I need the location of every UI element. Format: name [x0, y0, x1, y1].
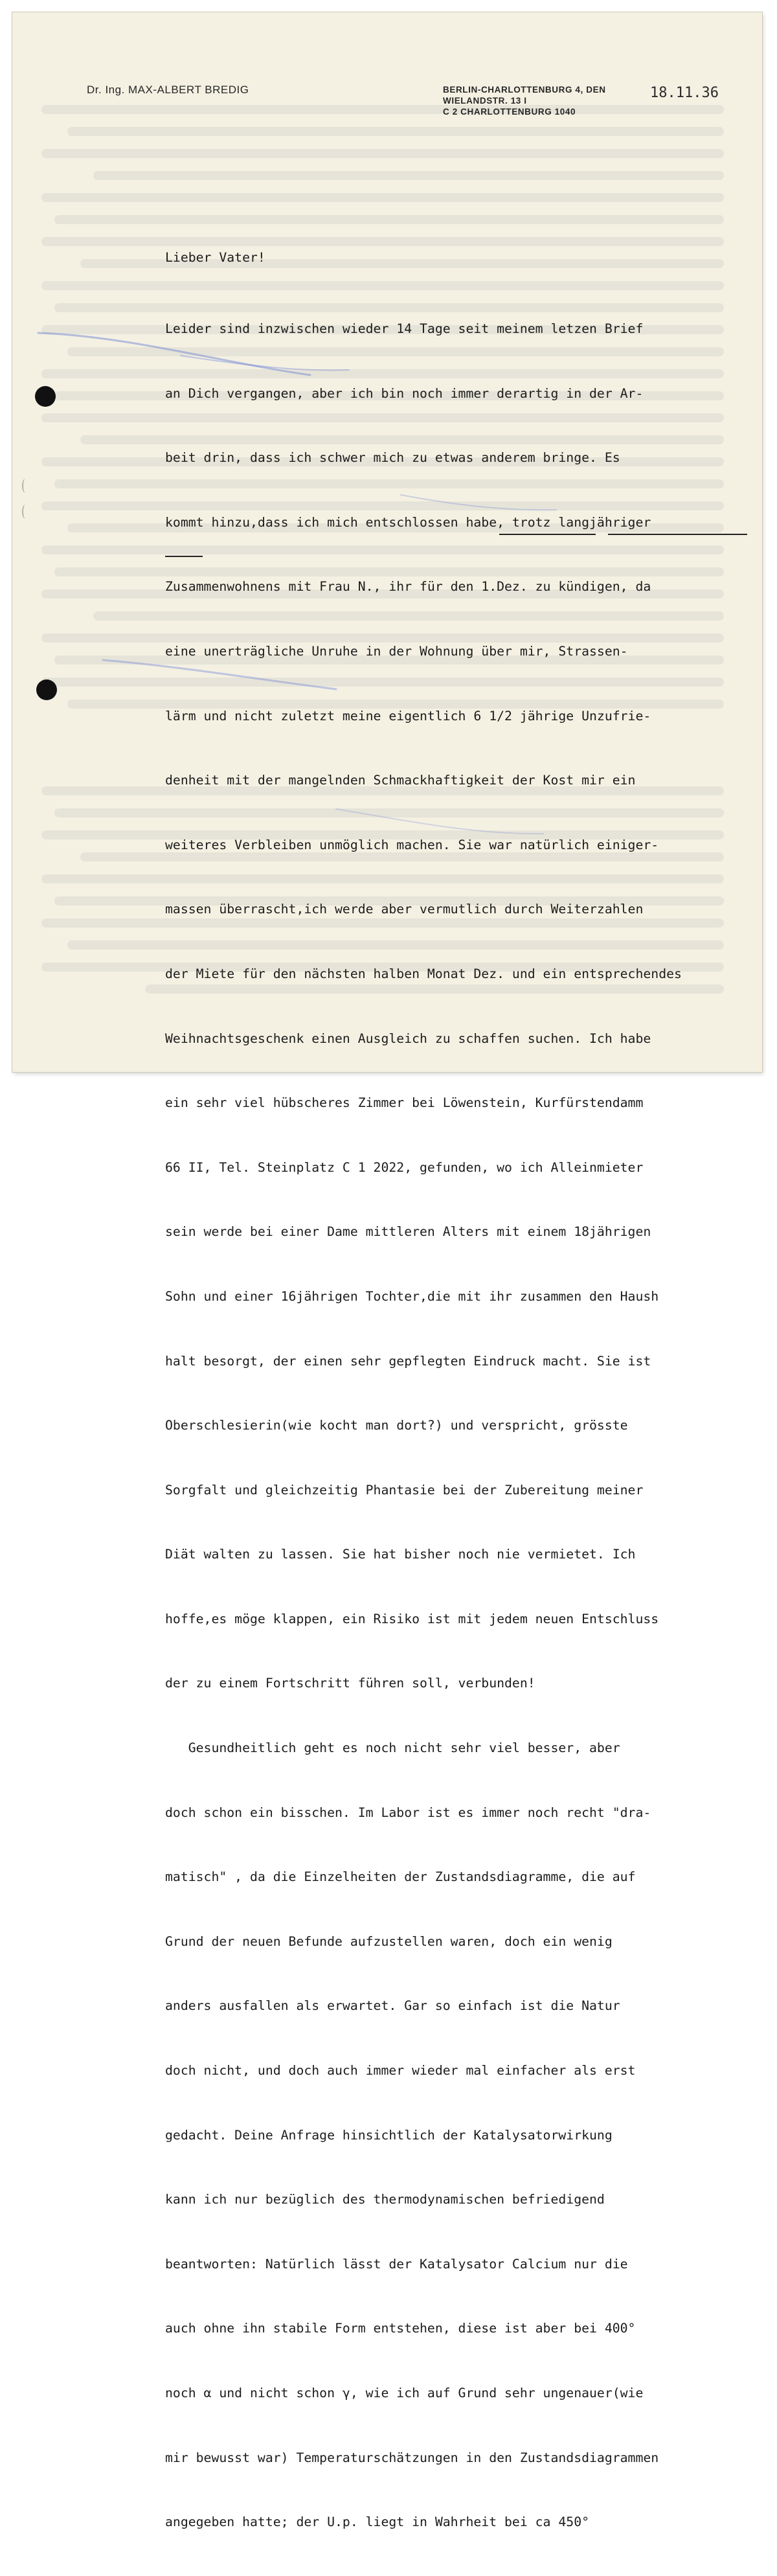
punch-hole-upper: [35, 386, 56, 407]
address-line-phone: C 2 CHARLOTTENBURG 1040: [443, 107, 576, 117]
letter-line: denheit mit der mangelnden Schmackhaftigkeit der Kost mir ein: [165, 773, 636, 788]
letter-date: 18.11.36: [650, 85, 719, 101]
letter-body: [165, 204, 761, 2576]
letter-line: kann ich nur bezüglich des thermodynamischen befriedigend: [165, 2192, 605, 2207]
letter-line: halt besorgt, der einen sehr gepflegten Eindruck macht. Sie ist: [165, 1353, 651, 1369]
letterhead-sender: Dr. Ing. MAX-ALBERT BREDIG: [87, 84, 249, 96]
letter-line: Grund der neuen Befunde aufzustellen waren, doch ein wenig: [165, 1933, 613, 1949]
letter-line: Sohn und einer 16jährigen Tochter,die mit ihr zusammen den Haush: [165, 1288, 659, 1304]
letter-page: [12, 12, 762, 2530]
letter-line: hoffe,es möge klappen, ein Risiko ist mit jedem neuen Entschluss: [165, 1611, 659, 1626]
letter-line: der zu einem Fortschritt führen soll, verbunden!: [165, 1676, 535, 1691]
letter-line: der Miete für den nächsten halben Monat Dez. und ein entsprechendes: [165, 966, 682, 981]
letter-line: massen überrascht,ich werde aber vermutlich durch Weiterzahlen: [165, 902, 644, 917]
letter-line: beantworten: Natürlich lässt der Katalysator Calcium nur die: [165, 2256, 628, 2272]
letter-line: Weihnachtsgeschenk einen Ausgleich zu schaffen suchen. Ich habe: [165, 1031, 651, 1046]
letter-line: weiteres Verbleiben unmöglich machen. Sie war natürlich einiger-: [165, 837, 659, 852]
letter-line: eine unerträgliche Unruhe in der Wohnung über mir, Strassen-: [165, 643, 628, 659]
punch-hole-lower: [36, 679, 57, 700]
margin-mark: [22, 479, 28, 493]
letter-line: ein sehr viel hübscheres Zimmer bei Löwenstein, Kurfürstendamm: [165, 1095, 644, 1111]
letter-line: lärm und nicht zuletzt meine eigentlich 6 1/2 jährige Unzufrie-: [165, 708, 651, 724]
letter-line: Diät walten zu lassen. Sie hat bisher noch nie vermietet. Ich: [165, 1547, 636, 1562]
letter-line: doch schon ein bisschen. Im Labor ist es immer noch recht "dra-: [165, 1805, 651, 1820]
letter-line: gedacht. Deine Anfrage hinsichtlich der Katalysatorwirkung: [165, 2127, 613, 2143]
letter-line: auch ohne ihn stabile Form entstehen, diese ist aber bei 400°: [165, 2321, 636, 2336]
letter-line: Zusammenwohnens mit Frau N., ihr für den 1.Dez. zu kündigen, da: [165, 579, 651, 595]
letter-line: Leider sind inzwischen wieder 14 Tage seit meinem letzen Brief: [165, 321, 644, 336]
letterhead-address: [443, 84, 606, 117]
address-line-street: WIELANDSTR. 13 I: [443, 96, 527, 106]
letter-line: doch nicht, und doch auch immer wieder mal einfacher als erst: [165, 2063, 636, 2079]
letter-line: angegeben hatte; der U.p. liegt in Wahrheit bei ca 450°: [165, 2514, 590, 2530]
letter-line: 66 II, Tel. Steinplatz C 1 2022, gefunden, wo ich Alleinmieter: [165, 1159, 644, 1175]
letter-greeting: Lieber Vater!: [165, 250, 265, 266]
letter-line: matisch" , da die Einzelheiten der Zustandsdiagramme, die auf: [165, 1869, 636, 1885]
letter-line: Gesundheitlich geht es noch nicht sehr viel besser, aber: [165, 1740, 620, 1756]
letter-line: Sorgfalt und gleichzeitig Phantasie bei der Zubereitung meiner: [165, 1482, 644, 1498]
letter-line: Oberschlesierin(wie kocht man dort?) und verspricht, grösste: [165, 1418, 628, 1433]
address-line-city: BERLIN-CHARLOTTENBURG 4, DEN: [443, 85, 606, 95]
letter-line: mir bewusst war) Temperaturschätzungen in den Zustandsdiagrammen: [165, 2450, 659, 2465]
margin-mark: [22, 505, 28, 519]
letter-line: an Dich vergangen, aber ich bin noch immer derartig in der Ar-: [165, 385, 644, 401]
letter-line: sein werde bei einer Dame mittleren Alters mit einem 18jährigen: [165, 1224, 651, 1240]
letter-line: noch α und nicht schon γ, wie ich auf Grund sehr ungenauer(wie: [165, 2386, 644, 2400]
letter-line: beit drin, dass ich schwer mich zu etwas anderem bringe. Es: [165, 450, 620, 466]
letter-line: anders ausfallen als erwartet. Gar so einfach ist die Natur: [165, 1998, 620, 2014]
letter-line: kommt hinzu,dass ich mich entschlossen habe, trotz langjähriger: [165, 514, 651, 530]
